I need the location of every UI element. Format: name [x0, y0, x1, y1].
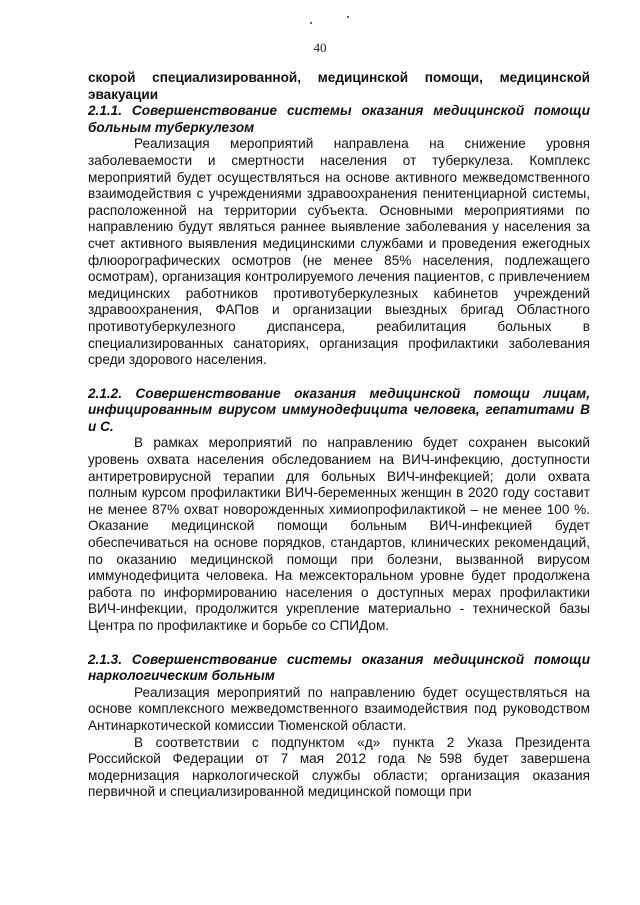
document-body: [88, 70, 590, 801]
section-spacer: [88, 369, 590, 386]
section-heading: 2.1.3. Совершенствование системы оказания медицинской помощи наркологическим больным: [88, 651, 590, 684]
scan-speck: [347, 16, 349, 18]
intro-line: скорой специализированной, медицинской помощи, медицинской эвакуации: [88, 70, 590, 102]
section-heading: 2.1.2. Совершенствование оказания медицинской помощи лицам, инфицированным вирусом иммунодефицита человека, гепатитами В и С.: [88, 385, 590, 434]
section-spacer: [88, 635, 590, 652]
body-paragraph: В рамках мероприятий по направлению будет сохранен высокий уровень охвата населения обследованием на ВИЧ-инфекцию, доступности антиретровирусной терапии для больных ВИЧ-инфекцией; доли охвата полным курсом профилактики ВИЧ-беременных женщин в 2020 году составит не менее 87% охват новорожденных химиопрофилактикой – не менее 100 %. Оказание медицинской помощи больным ВИЧ-инфекцией будет обеспечиваться на основе порядков, стандартов, клинических рекомендаций, по оказанию медицинской помощи при болезни, вызванной вирусом иммунодефицита человека. На межсекторальном уровне будет продолжена работа по информированию населения о доступных мерах профилактики ВИЧ-инфекции, продолжится укрепление материально - технической базы Центра по профилактике и борьбе со СПИДом.: [88, 435, 590, 633]
body-paragraph: Реализация мероприятий по направлению будет осуществляться на основе комплексного межведомственного взаимодействия под руководством Антинаркотической комиссии Тюменской области.: [88, 684, 590, 733]
body-paragraph: Реализация мероприятий направлена на снижение уровня заболеваемости и смертности населения от туберкулеза. Комплекс мероприятий будет осуществляться на основе активного межведомственного взаимодействия с учреждениями здравоохранения пенитенциарной системы, расположенной на территории субъекта. Основными мероприятиями по направлению будут являться раннее выявление заболевания у населения за счет активного выявления медицинскими службами и проведения ежегодных флюорографических осмотров (не менее 85% населения, подлежащего осмотрам), организация контролируемого лечения пациентов, с привлечением медицинских работников противотуберкулезных кабинетов учреждений здравоохранения, ФАПов и организации выездных бригад Областного противотуберкулезного диспансера, реабилитация больных в специализированных санаториях, организация профилактики заболевания среди здорового населения.: [88, 136, 590, 368]
scan-speck: [310, 22, 312, 24]
section-heading: 2.1.1. Совершенствование системы оказания медицинской помощи больным туберкулезом: [88, 103, 590, 135]
page-number: 40: [313, 40, 327, 55]
body-paragraph: В соответствии с подпунктом «д» пункта 2 Указа Президента Российской Федерации от 7 мая 2012 года №598 будет завершена модернизация наркологической службы области; организация оказания первичной и специализированной медицинской помощи при: [88, 734, 590, 800]
